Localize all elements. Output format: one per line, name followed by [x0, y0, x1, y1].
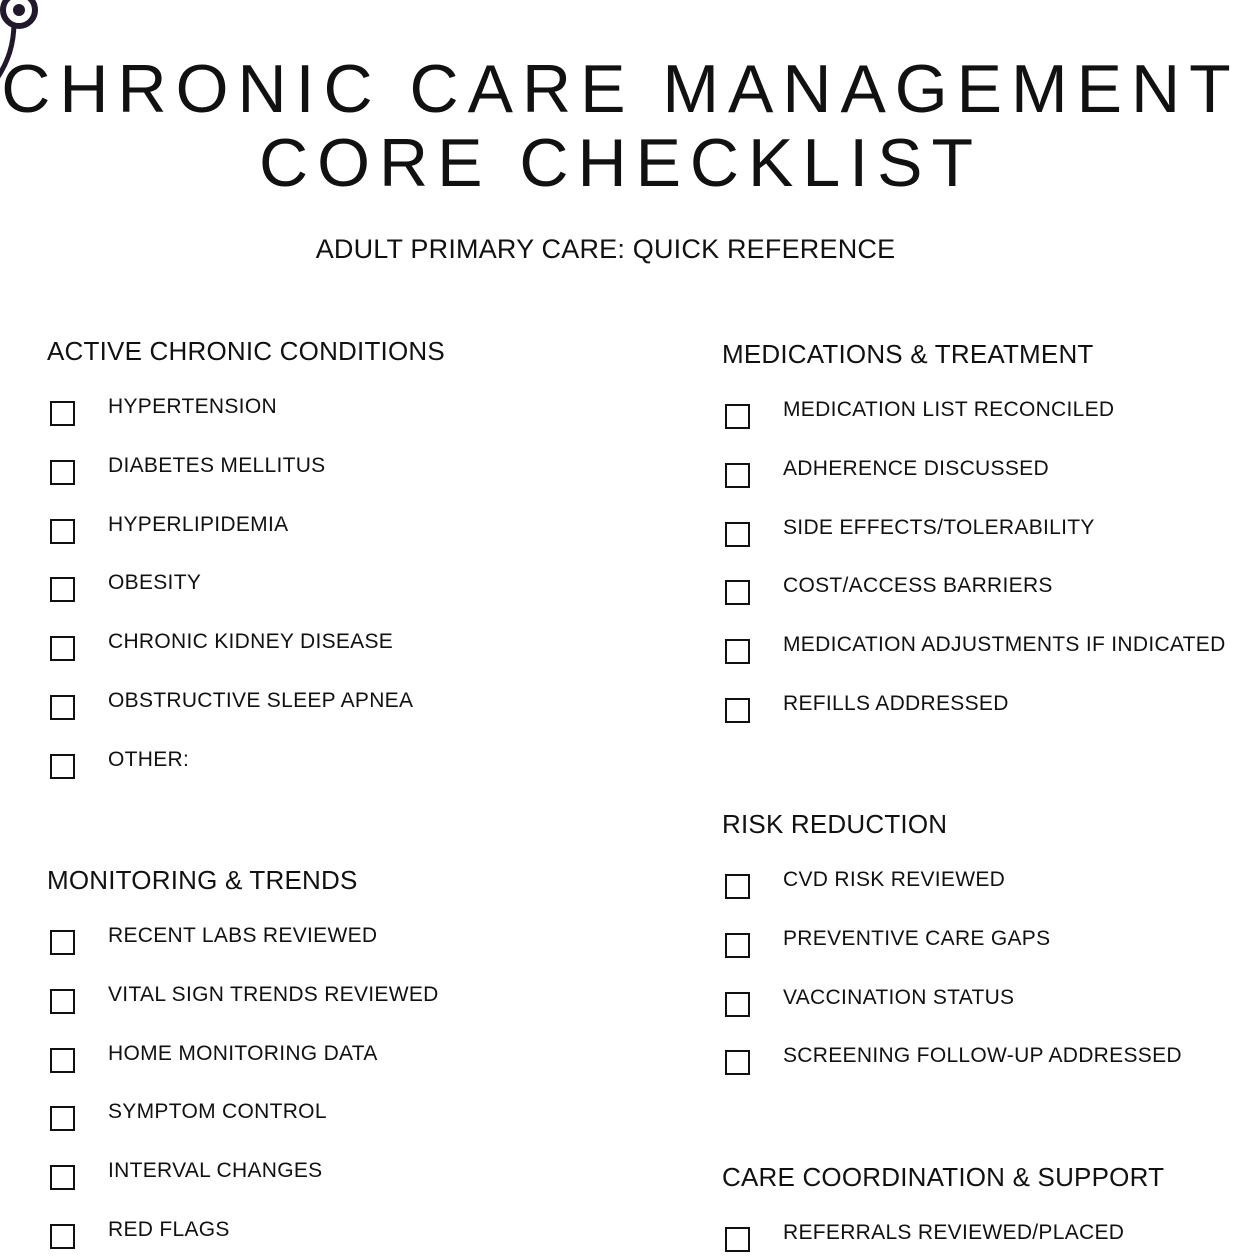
title-line-1: CHRONIC CARE MANAGEMENT — [1, 51, 1240, 127]
checklist-item-label: INTERVAL CHANGES — [108, 1159, 323, 1183]
checkbox[interactable] — [50, 1224, 75, 1249]
section-heading: MONITORING & TRENDS — [47, 865, 358, 895]
checklist-item-label: VACCINATION STATUS — [783, 985, 1015, 1009]
checklist-item-label: PREVENTIVE CARE GAPS — [783, 926, 1051, 950]
checklist-item-label: REFERRALS REVIEWED/PLACED — [783, 1221, 1125, 1244]
checklist-item-label: ADHERENCE DISCUSSED — [783, 456, 1049, 480]
checklist-item-label: MEDICATION LIST RECONCILED — [783, 398, 1115, 421]
section-medications-treatment — [722, 339, 1226, 715]
page-title — [0, 52, 1241, 200]
checklist-item-label: OTHER: — [108, 747, 190, 771]
section-heading: ACTIVE CHRONIC CONDITIONS — [47, 336, 445, 366]
checkbox[interactable] — [50, 401, 75, 426]
checklist-item[interactable] — [47, 512, 607, 552]
checkbox[interactable] — [50, 460, 75, 485]
checkbox[interactable] — [50, 577, 75, 602]
checkbox[interactable] — [50, 754, 75, 779]
title-line-2: CORE CHECKLIST — [259, 125, 982, 201]
checklist-item-label: VITAL SIGN TRENDS REVIEWED — [108, 982, 439, 1006]
checklist-item-label: COST/ACCESS BARRIERS — [783, 574, 1053, 598]
checkbox[interactable] — [50, 519, 75, 544]
checklist-item-label: CVD RISK REVIEWED — [783, 868, 1006, 891]
checkbox[interactable] — [50, 989, 75, 1014]
checklist-item[interactable] — [47, 747, 607, 787]
checkbox[interactable] — [725, 933, 750, 958]
checklist-item[interactable] — [47, 394, 607, 434]
checklist-item-label: RED FLAGS — [108, 1218, 230, 1241]
checklist-item[interactable] — [722, 515, 1241, 555]
checkbox[interactable] — [725, 992, 750, 1017]
checkbox[interactable] — [725, 639, 750, 664]
checklist-item-label: SYMPTOM CONTROL — [108, 1100, 327, 1124]
checklist-item-label: SIDE EFFECTS/TOLERABILITY — [783, 515, 1095, 539]
checklist-item-label: DIABETES MELLITUS — [108, 453, 326, 477]
checkbox[interactable] — [725, 874, 750, 899]
section-care-coordination-support — [722, 1162, 1165, 1244]
checklist-item[interactable] — [47, 629, 607, 669]
checklist-item[interactable] — [722, 456, 1241, 496]
page-subtitle: ADULT PRIMARY CARE: QUICK REFERENCE — [315, 234, 896, 264]
checkbox[interactable] — [725, 463, 750, 488]
checkbox[interactable] — [725, 1050, 750, 1075]
checklist-item-label: CHRONIC KIDNEY DISEASE — [108, 630, 394, 654]
checklist-item-label: REFILLS ADDRESSED — [783, 692, 1009, 715]
checklist-item[interactable] — [47, 1217, 607, 1257]
section-heading: CARE COORDINATION & SUPPORT — [722, 1162, 1165, 1192]
checkbox[interactable] — [725, 1227, 750, 1252]
checklist-item[interactable] — [722, 985, 1241, 1025]
checkbox[interactable] — [50, 1106, 75, 1131]
checklist-item[interactable] — [47, 982, 607, 1022]
checklist-item[interactable] — [47, 570, 607, 610]
checkbox[interactable] — [50, 695, 75, 720]
section-active-chronic-conditions — [47, 336, 445, 771]
checklist-item[interactable] — [722, 1043, 1241, 1083]
section-heading: RISK REDUCTION — [722, 809, 948, 839]
checklist-item[interactable] — [722, 632, 1241, 672]
checklist-item[interactable] — [47, 1099, 607, 1139]
checkbox[interactable] — [50, 1048, 75, 1073]
section-heading: MEDICATIONS & TREATMENT — [722, 339, 1094, 369]
checklist-item[interactable] — [47, 688, 607, 728]
checklist-item[interactable] — [722, 1220, 1241, 1260]
checklist-item-label: OBESITY — [108, 571, 202, 595]
checkbox[interactable] — [50, 636, 75, 661]
checklist-item[interactable] — [722, 867, 1241, 907]
checklist-item-label: OBSTRUCTIVE SLEEP APNEA — [108, 689, 414, 712]
section-risk-reduction — [722, 809, 1182, 1068]
checklist-item[interactable] — [47, 1158, 607, 1198]
checklist-item-label: MEDICATION ADJUSTMENTS IF INDICATED — [783, 633, 1226, 657]
checklist-item[interactable] — [722, 926, 1241, 966]
section-monitoring-trends — [47, 865, 439, 1241]
checkbox[interactable] — [50, 930, 75, 955]
checklist-item-label: SCREENING FOLLOW-UP ADDRESSED — [783, 1044, 1182, 1068]
checklist-item[interactable] — [47, 1041, 607, 1081]
checkbox[interactable] — [725, 522, 750, 547]
checklist-item[interactable] — [47, 453, 607, 493]
checklist-item[interactable] — [722, 573, 1241, 613]
checklist-item-label: HYPERLIPIDEMIA — [108, 512, 289, 536]
checklist-item[interactable] — [722, 691, 1241, 731]
checklist-item[interactable] — [722, 397, 1241, 437]
checklist-item-label: HOME MONITORING DATA — [108, 1041, 378, 1065]
checkbox[interactable] — [725, 404, 750, 429]
checklist-item-label: HYPERTENSION — [108, 395, 277, 418]
checklist-item-label: RECENT LABS REVIEWED — [108, 924, 378, 947]
checkbox[interactable] — [725, 698, 750, 723]
checklist-item[interactable] — [47, 923, 607, 963]
checkbox[interactable] — [50, 1165, 75, 1190]
checkbox[interactable] — [725, 580, 750, 605]
